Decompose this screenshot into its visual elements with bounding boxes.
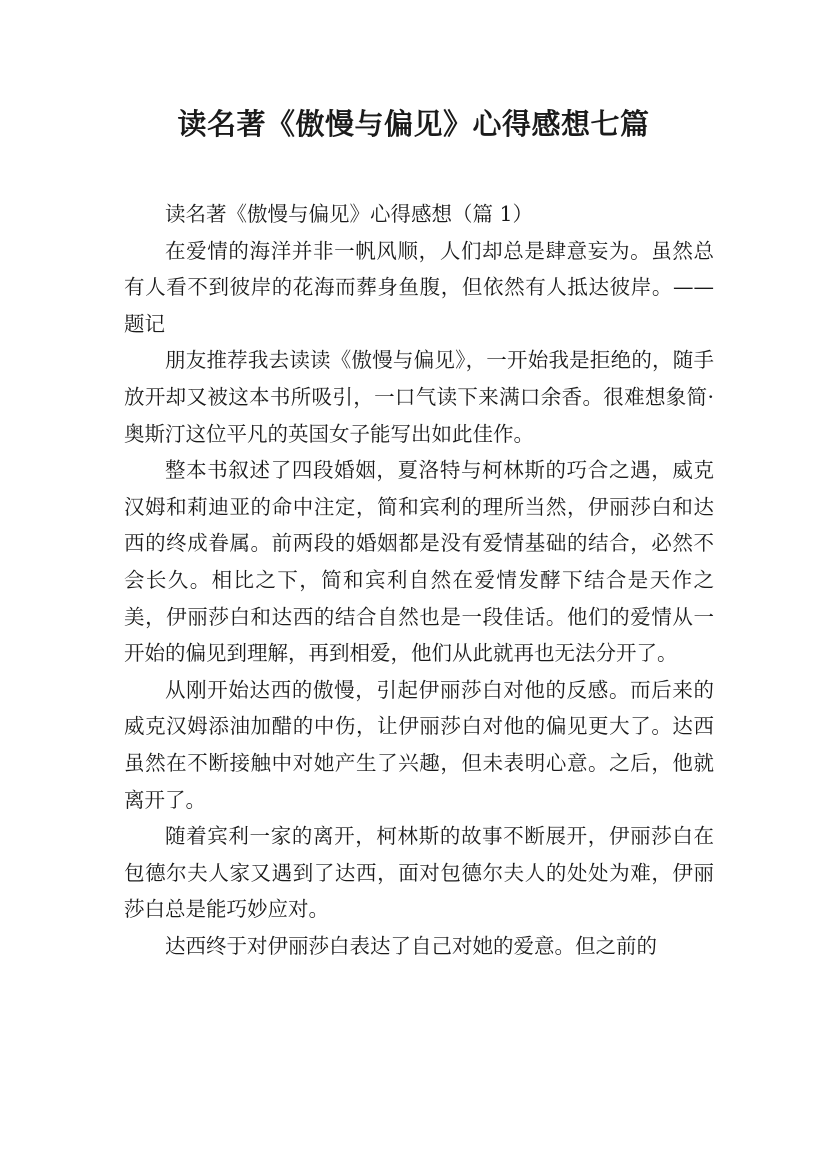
paragraph: 随着宾利一家的离开，柯林斯的故事不断展开，伊丽莎白在包德尔夫人家又遇到了达西，面对包德尔夫人的处处为难，伊丽莎白总是能巧妙应对。 [124, 824, 714, 922]
document-title: 读名著《傲慢与偏见》心得感想七篇 [177, 107, 650, 141]
section-heading: 读名著《傲慢与偏见》心得感想（篇 1） [165, 202, 534, 226]
paragraph: 在爱情的海洋并非一帆风顺，人们却总是肆意妄为。虽然总有人看不到彼岸的花海而葬身鱼腹，但依然有人抵达彼岸。——题记 [124, 238, 714, 336]
paragraph: 整本书叙述了四段婚姻，夏洛特与柯林斯的巧合之遇，威克汉姆和莉迪亚的命中注定，简和宾利的理所当然，伊丽莎白和达西的终成眷属。前两段的婚姻都是没有爱情基础的结合，必然不会长久。相比之下，简和宾利自然在爱情发酵下结合是天作之美，伊丽莎白和达西的结合自然也是一段佳话。他们的爱情从一开始的偏见到理解，再到相爱，他们从此就再也无法分开了。 [124, 458, 714, 666]
document-body [124, 196, 714, 964]
paragraph: 朋友推荐我去读读《傲慢与偏见》，一开始我是拒绝的，随手放开却又被这本书所吸引，一口气读下来满口余香。很难想象简·奥斯汀这位平凡的英国女子能写出如此佳作。 [124, 348, 714, 446]
paragraph: 达西终于对伊丽莎白表达了自己对她的爱意。但之前的 [165, 933, 657, 958]
paragraph: 从刚开始达西的傲慢，引起伊丽莎白对他的反感。而后来的威克汉姆添油加醋的中伤，让伊丽莎白对他的偏见更大了。达西虽然在不断接触中对她产生了兴趣，但未表明心意。之后，他就离开了。 [124, 677, 714, 812]
